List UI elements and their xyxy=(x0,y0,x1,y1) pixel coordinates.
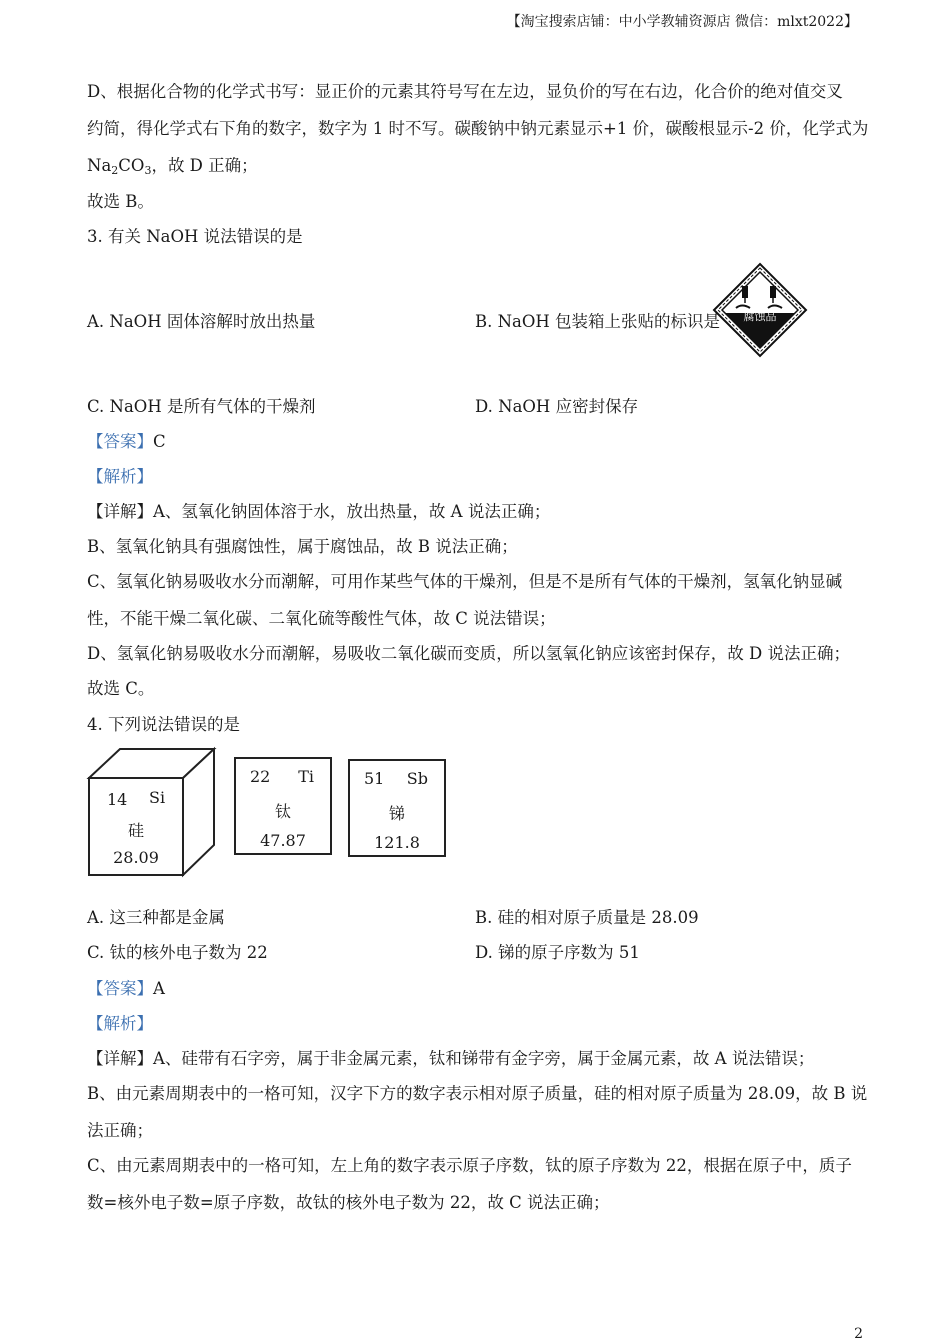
q4-detail-a: 【详解】A、硅带有石字旁，属于非金属元素，钛和锑带有金字旁，属于金属元素，故 A 说法错误； xyxy=(87,1049,815,1068)
element-symbol: Sb xyxy=(406,769,428,788)
element-mass: 28.09 xyxy=(113,848,159,867)
q3-answer: 【答案】C xyxy=(87,432,166,451)
hazard-label: 腐蚀品 xyxy=(743,310,777,323)
q4-option-a: A. 这三种都是金属 xyxy=(87,908,225,927)
page-number: 2 xyxy=(854,1326,863,1342)
q4-detail-b2: 法正确； xyxy=(87,1121,153,1140)
q2-conclusion: 故选 B。 xyxy=(87,192,154,211)
q3-option-a: A. NaOH 固体溶解时放出热量 xyxy=(87,312,316,331)
q3-detail-b: B、氢氧化钠具有强腐蚀性，属于腐蚀品，故 B 说法正确； xyxy=(87,537,518,556)
q3-option-c: C. NaOH 是所有气体的干燥剂 xyxy=(87,397,316,416)
element-mass: 47.87 xyxy=(260,831,306,850)
q4-detail-c1: C、由元素周期表中的一格可知，左上角的数字表示原子序数，钛的原子序数为 22，根据在原子中，质子 xyxy=(87,1156,852,1175)
corrosive-hazard-icon xyxy=(712,262,808,358)
shop-header: 【淘宝搜索店铺：中小学教辅资源店 微信：mlxt2022】 xyxy=(506,14,858,30)
q3-option-b: B. NaOH 包装箱上张贴的标识是 xyxy=(475,312,721,331)
q4-option-b: B. 硅的相对原子质量是 28.09 xyxy=(475,908,699,927)
q4-stem: 4. 下列说法错误的是 xyxy=(87,715,240,734)
q2-d-line2: 约简，得化学式右下角的数字，数字为 1 时不写。碳酸钠中钠元素显示+1 价，碳酸根显示-2 价，化学式为 xyxy=(87,119,869,138)
q4-analysis-tag: 【解析】 xyxy=(87,1014,153,1033)
element-cell-ti xyxy=(234,757,332,855)
q3-detail-a: 【详解】A、氢氧化钠固体溶于水，放出热量，故 A 说法正确； xyxy=(87,502,551,521)
q3-stem: 3. 有关 NaOH 说法错误的是 xyxy=(87,227,303,246)
element-cell-si xyxy=(89,778,183,875)
q3-option-d: D. NaOH 应密封保存 xyxy=(475,397,639,416)
element-name: 锑 xyxy=(388,804,405,823)
element-number: 14 xyxy=(107,790,128,809)
q3-detail-c1: C、氢氧化钠易吸收水分而潮解，可用作某些气体的干燥剂，但是不是所有气体的干燥剂，氢氧化钠显碱 xyxy=(87,572,843,591)
element-number: 22 xyxy=(250,767,271,786)
q4-option-c: C. 钛的核外电子数为 22 xyxy=(87,943,268,962)
element-name: 硅 xyxy=(127,821,144,840)
q4-detail-b1: B、由元素周期表中的一格可知，汉字下方的数字表示相对原子质量，硅的相对原子质量为 28.09，故 B 说 xyxy=(87,1084,868,1103)
q3-conclusion: 故选 C。 xyxy=(87,679,155,698)
element-name: 钛 xyxy=(274,802,291,821)
q4-detail-c2: 数=核外电子数=原子序数，故钛的核外电子数为 22，故 C 说法正确； xyxy=(87,1193,610,1212)
q3-analysis-tag: 【解析】 xyxy=(87,467,153,486)
element-symbol: Ti xyxy=(298,767,314,786)
element-symbol: Si xyxy=(149,788,166,807)
q3-detail-c2: 性，不能干燥二氧化碳、二氧化硫等酸性气体，故 C 说法错误； xyxy=(87,609,556,628)
element-number: 51 xyxy=(364,769,385,788)
q4-option-d: D. 锑的原子序数为 51 xyxy=(475,943,640,962)
q3-detail-d: D、氢氧化钠易吸收水分而潮解，易吸收二氧化碳而变质，所以氢氧化钠应该密封保存，故 D 说法正确； xyxy=(87,644,850,663)
element-mass: 121.8 xyxy=(374,833,420,852)
element-cell-sb xyxy=(348,759,446,857)
q2-d-line1: D、根据化合物的化学式书写：显正价的元素其符号写在左边，显负价的写在右边，化合价的绝对值交叉 xyxy=(87,82,843,101)
q4-answer: 【答案】A xyxy=(87,979,165,998)
q2-d-line3: $Na_2CO_3$，故 D 正确； xyxy=(87,156,258,177)
